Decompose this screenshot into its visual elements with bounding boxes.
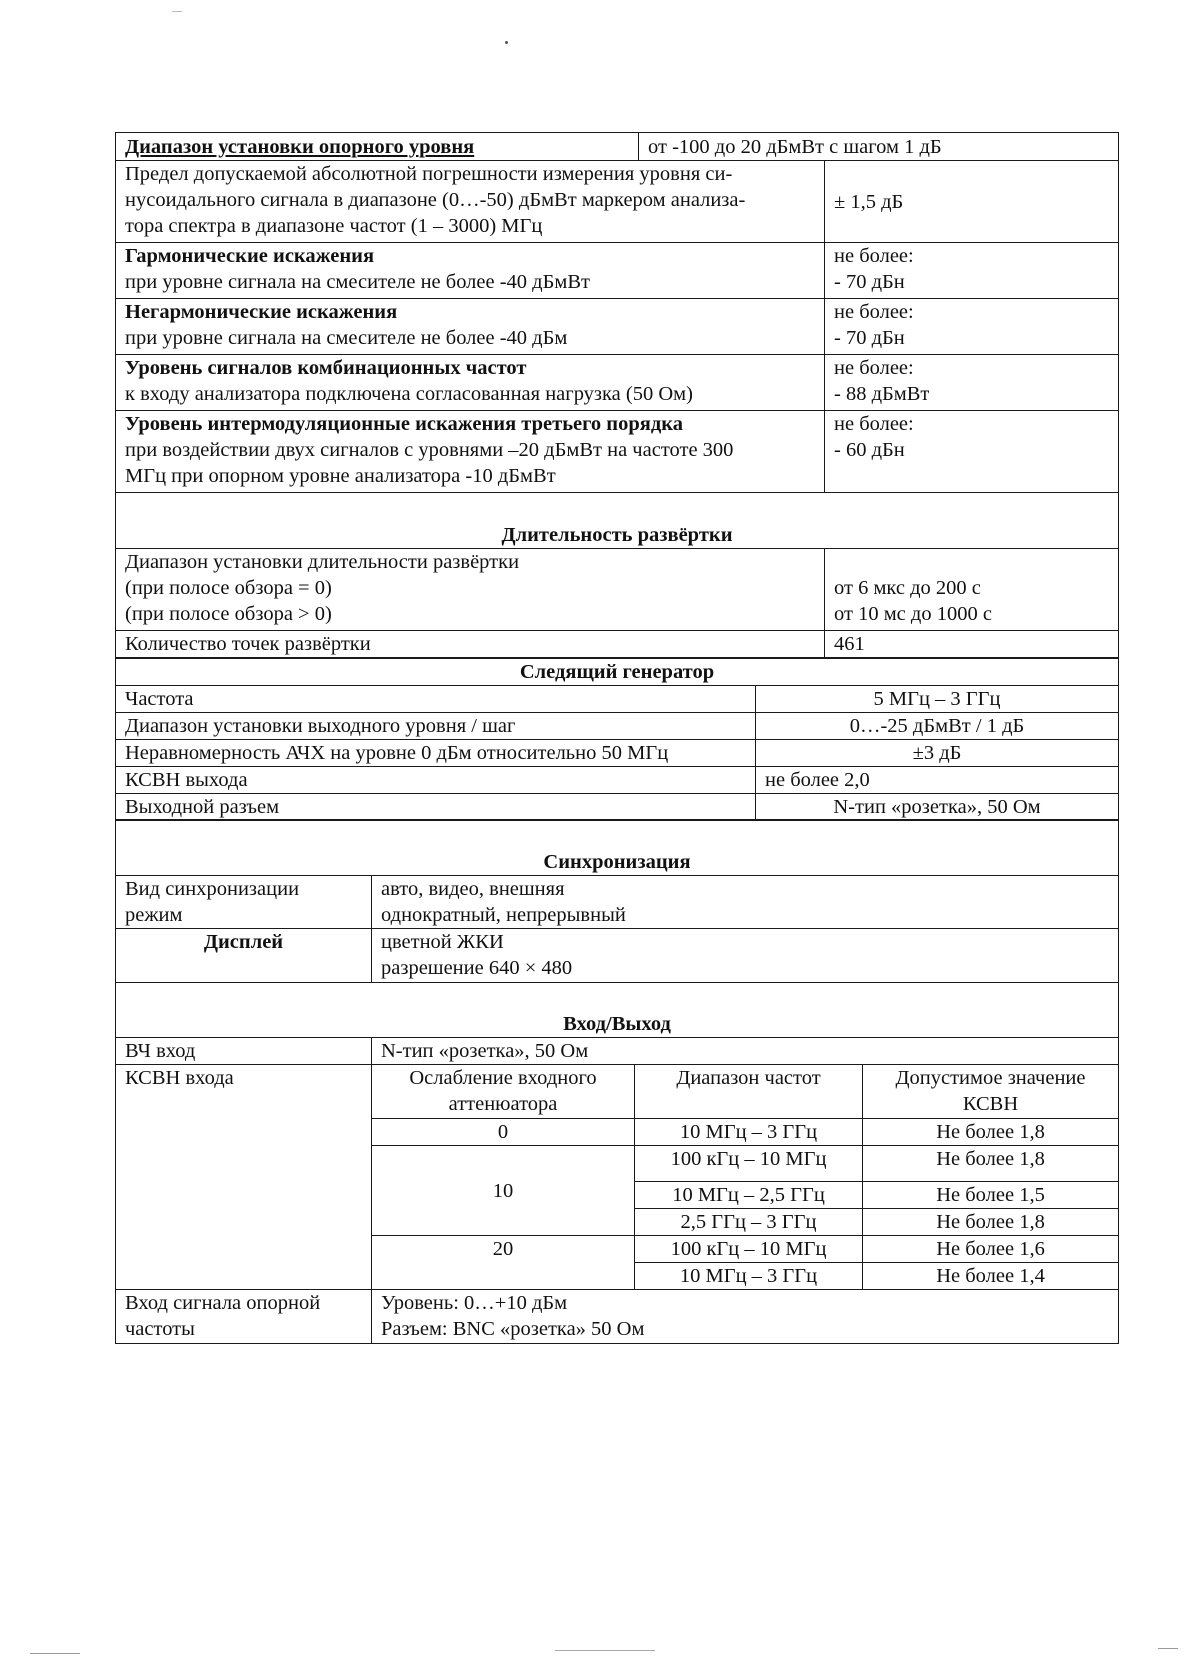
value-line: от 10 мс до 1000 с (834, 603, 992, 625)
vswr-cell: Не более 1,5 (863, 1182, 1119, 1209)
tg-label: Неравномерность АЧХ на уровне 0 дБм относительно 50 МГц (116, 740, 756, 767)
table-row (116, 686, 1119, 713)
combination-label (116, 355, 825, 411)
text-line: Диапазон установки длительности развёртки (125, 551, 520, 573)
table-row (116, 876, 1119, 929)
table-row (116, 713, 1119, 740)
text-line: разрешение 640 × 480 (381, 957, 573, 979)
value-line: - 88 дБмВт (834, 383, 930, 405)
tracking-generator-heading: Следящий генератор (116, 659, 1119, 686)
ref-level-label: Диапазон установки опорного уровня (116, 133, 639, 161)
table-row (116, 740, 1119, 767)
text-line: Вид синхронизации (125, 878, 300, 900)
text-line: авто, видео, внешняя (381, 878, 565, 900)
value-line: не более: (834, 357, 914, 379)
value-line: не более: (834, 413, 914, 435)
harmonic-title: Гармонические искажения (125, 245, 375, 267)
display-value (372, 929, 1119, 983)
tg-label: КСВН выхода (116, 767, 756, 794)
ref-level-value: от -100 до 20 дБмВт с шагом 1 дБ (639, 133, 1119, 161)
table-row (116, 631, 1119, 658)
text-line: тора спектра в диапазоне частот (1 – 3000) МГц (125, 215, 543, 237)
sweep-range-label (116, 549, 825, 631)
scan-speck (30, 1653, 80, 1654)
sweep-range-value (825, 549, 1119, 631)
table-row (116, 929, 1119, 983)
tg-label: Частота (116, 686, 756, 713)
scan-speck (505, 41, 508, 44)
vswr-cell: Не более 1,8 (863, 1146, 1119, 1182)
table-row (116, 243, 1119, 299)
scan-speck (172, 11, 182, 12)
table-row (116, 299, 1119, 355)
vswr-cell: Не более 1,8 (863, 1209, 1119, 1236)
atten-cell: 0 (372, 1119, 635, 1146)
combination-value (825, 355, 1119, 411)
ref-input-label (116, 1290, 372, 1344)
table-row (116, 794, 1119, 821)
tg-value: не более 2,0 (756, 767, 1119, 794)
abs-error-label (116, 161, 825, 243)
table-row (116, 1065, 1119, 1119)
col-header-atten: Ослабление входного аттенюатора (372, 1065, 635, 1119)
table-row (116, 493, 1119, 549)
text-line: Вход сигнала опорной (125, 1292, 321, 1314)
combination-note: к входу анализатора подключена согласованная нагрузка (50 Ом) (125, 383, 693, 405)
table-row (116, 133, 1119, 161)
text-line: (при полосе обзора = 0) (125, 577, 332, 599)
specs-table (115, 132, 1119, 658)
text-line: нусоидального сигнала в диапазоне (0…-50) дБмВт маркером анализа- (125, 189, 746, 211)
text-line: однократный, непрерывный (381, 904, 626, 926)
rf-input-value: N-тип «розетка», 50 Ом (372, 1038, 1119, 1065)
table-row (116, 820, 1119, 876)
table-row (116, 549, 1119, 631)
text-line: режим (125, 904, 183, 926)
tg-value: ±3 дБ (756, 740, 1119, 767)
io-heading: Вход/Выход (116, 983, 1119, 1038)
tg-label: Выходной разъем (116, 794, 756, 821)
abs-error-value: ± 1,5 дБ (825, 161, 1119, 243)
table-row (116, 1038, 1119, 1065)
atten-cell: 10 (372, 1146, 635, 1236)
text-line: Разъем: BNC «розетка» 50 Ом (381, 1318, 645, 1340)
value-line: не более: (834, 301, 914, 323)
value-line: от 6 мкс до 200 с (834, 577, 981, 599)
combination-title: Уровень сигналов комбинационных частот (125, 357, 527, 379)
text-line: (при полосе обзора > 0) (125, 603, 332, 625)
scan-speck (555, 1650, 655, 1651)
col-header-freq: Диапазон частот (635, 1065, 863, 1119)
table-row (116, 355, 1119, 411)
sync-heading: Синхронизация (116, 820, 1119, 876)
display-label: Дисплей (116, 929, 372, 983)
text-line: МГц при опорном уровне анализатора -10 дБмВт (125, 465, 556, 487)
value-line: - 70 дБн (834, 327, 905, 349)
tg-value: 5 МГц – 3 ГГц (756, 686, 1119, 713)
vswr-cell: Не более 1,4 (863, 1263, 1119, 1290)
sweep-heading: Длительность развёртки (116, 493, 1119, 549)
intermod-label (116, 411, 825, 493)
sweep-points-value: 461 (825, 631, 1119, 658)
table-row (116, 411, 1119, 493)
value-line: не более: (834, 245, 914, 267)
table-row (116, 659, 1119, 686)
freq-cell: 100 кГц – 10 МГц (635, 1146, 863, 1182)
freq-cell: 100 кГц – 10 МГц (635, 1236, 863, 1263)
harmonic-note: при уровне сигнала на смесителе не более -40 дБмВт (125, 271, 590, 293)
intermod-value (825, 411, 1119, 493)
text-line: при воздействии двух сигналов с уровнями –20 дБмВт на частоте 300 (125, 439, 734, 461)
sync-type-value (372, 876, 1119, 929)
atten-cell: 20 (372, 1236, 635, 1290)
table-row (116, 1290, 1119, 1344)
freq-cell: 10 МГц – 3 ГГц (635, 1263, 863, 1290)
sync-table (115, 819, 1119, 983)
value-line: - 60 дБн (834, 439, 905, 461)
freq-cell: 2,5 ГГц – 3 ГГц (635, 1209, 863, 1236)
table-row (116, 983, 1119, 1038)
vswr-cell: Не более 1,8 (863, 1119, 1119, 1146)
table-row (116, 767, 1119, 794)
text-line: цветной ЖКИ (381, 931, 504, 953)
ref-input-value (372, 1290, 1119, 1344)
io-table (115, 982, 1119, 1344)
tg-value: N-тип «розетка», 50 Ом (756, 794, 1119, 821)
freq-cell: 10 МГц – 2,5 ГГц (635, 1182, 863, 1209)
vswr-cell: Не более 1,6 (863, 1236, 1119, 1263)
scan-speck (1158, 1648, 1178, 1649)
vswr-input-label: КСВН входа (116, 1065, 372, 1290)
freq-cell: 10 МГц – 3 ГГц (635, 1119, 863, 1146)
tg-value: 0…-25 дБмВт / 1 дБ (756, 713, 1119, 740)
text-line: Уровень: 0…+10 дБм (381, 1292, 568, 1314)
value-line: - 70 дБн (834, 271, 905, 293)
nonharmonic-title: Негармонические искажения (125, 301, 398, 323)
text-line: частоты (125, 1318, 195, 1340)
tg-label: Диапазон установки выходного уровня / шаг (116, 713, 756, 740)
col-header-vswr: Допустимое значение КСВН (863, 1065, 1119, 1119)
harmonic-value (825, 243, 1119, 299)
nonharmonic-value (825, 299, 1119, 355)
text-line: Предел допускаемой абсолютной погрешности измерения уровня си- (125, 163, 733, 185)
rf-input-label: ВЧ вход (116, 1038, 372, 1065)
table-row (116, 161, 1119, 243)
sweep-points-label: Количество точек развёртки (116, 631, 825, 658)
tracking-generator-table (115, 658, 1119, 821)
nonharmonic-label (116, 299, 825, 355)
sync-type-label (116, 876, 372, 929)
nonharmonic-note: при уровне сигнала на смесителе не более -40 дБм (125, 327, 568, 349)
intermod-title: Уровень интермодуляционные искажения третьего порядка (125, 413, 683, 435)
harmonic-label (116, 243, 825, 299)
